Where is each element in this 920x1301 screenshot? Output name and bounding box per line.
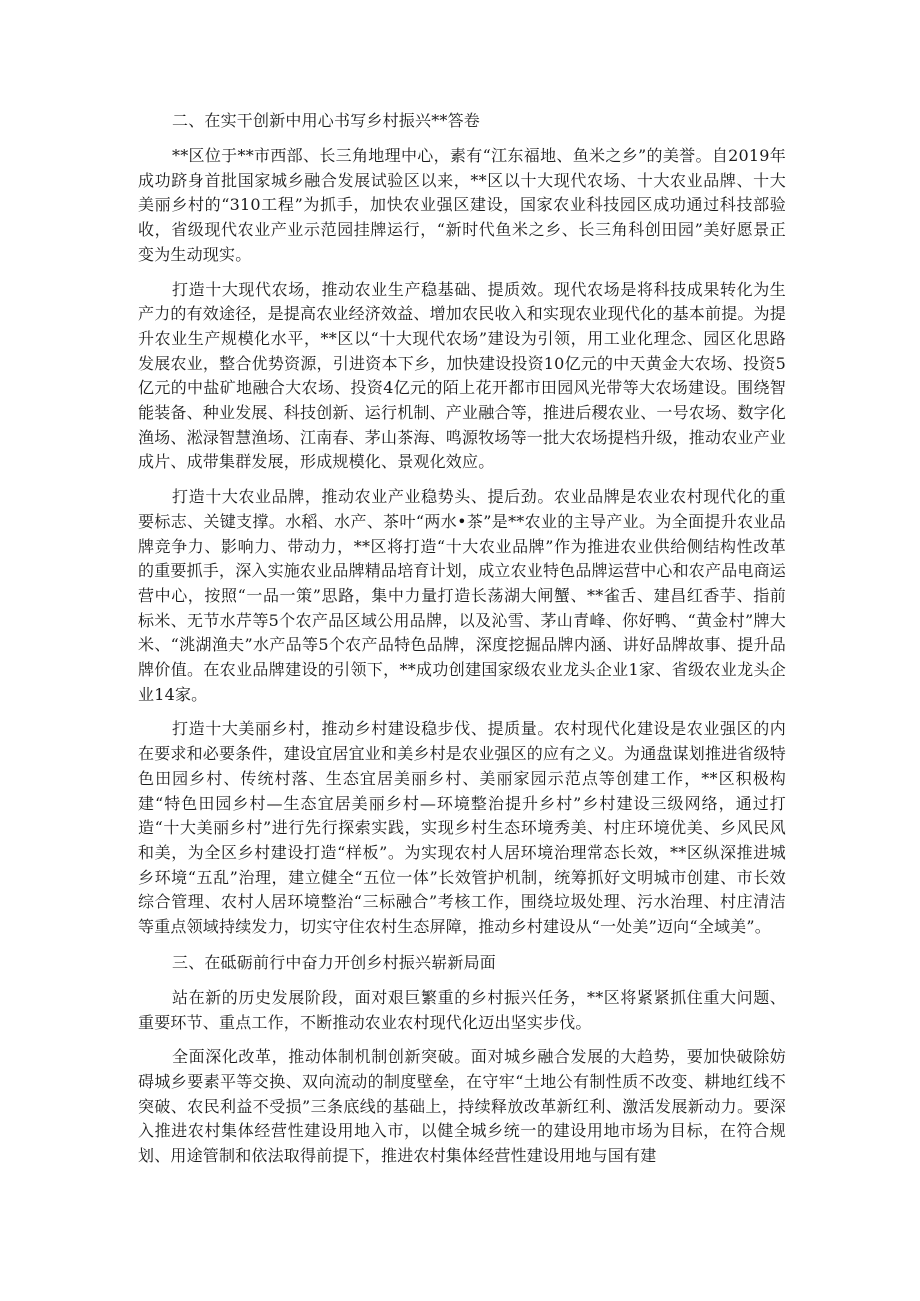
paragraph: 全面深化改革，推动体制机制创新突破。面对城乡融合发展的大趋势，要加快破除妨碍城乡要素平等交换、双向流动的制度壁垒，在守牢“土地公有制性质不改变、耕地红线不突破、农民利益不受损”三条底线的基础上，持续释放改革新红利、激活发展新动力。要深入推进农村集体经营性建设用地入市，以健全城乡统一的建设用地市场为目标，在符合规划、用途管制和依法取得前提下，推进农村集体经营性建设用地与国有建	[138, 1047, 786, 1166]
paragraph: 站在新的历史发展阶段，面对艰巨繁重的乡村振兴任务，**区将紧紧抓住重大问题、重要环节、重点工作，不断推动农业农村现代化迈出坚实步伐。	[138, 987, 786, 1032]
document-page	[138, 108, 786, 1179]
section-heading-2: 二、在实干创新中用心书写乡村振兴**答卷	[172, 111, 481, 130]
section-heading-3: 三、在砥砺前行中奋力开创乡村振兴崭新局面	[172, 952, 497, 972]
paragraph: 打造十大美丽乡村，推动乡村建设稳步伐、提质量。农村现代化建设是农业强区的内在要求和必要条件，建设宜居宜业和美乡村是农业强区的应有之义。为通盘谋划推进省级特色田园乡村、传统村落、生态宜居美丽乡村、美丽家园示范点等创建工作，**区积极构建“特色田园乡村—生态宜居美丽乡村—环境整治提升乡村”乡村建设三级网络，通过打造“十大美丽乡村”进行先行探索实践，实现乡村生态环境秀美、村庄环境优美、乡风民风和美，为全区乡村建设打造“样板”。为实现农村人居环境治理常态长效，**区纵深推进城乡环境“五乱”治理，建立健全“五位一体”长效管护机制，统筹抓好文明城市创建、市长效综合管理、农村人居环境整治“三标融合”考核工作，围绕垃圾处理、污水治理、村庄清洁等重点领域持续发力，切实守住农村生态屏障，推动乡村建设从“一处美”迈向“全域美”。	[138, 719, 787, 937]
paragraph: 打造十大现代农场，推动农业生产稳基础、提质效。现代农场是将科技成果转化为生产力的有效途径，是提高农业经济效益、增加农民收入和实现农业现代化的基本前提。为提升农业生产规模化水平，**区以“十大现代农场”建设为引领，用工业化理念、园区化思路发展农业，整合优势资源，引进资本下乡，加快建设投资10亿元的中天黄金大农场、投资5亿元的中盐矿地融合大农场、投资4亿元的陌上花开都市田园风光带等大农场建设。围绕智能装备、种业发展、科技创新、运行机制、产业融合等，推进后稷农业、一号农场、数字化渔场、淞渌智慧渔场、江南春、茅山茶海、鸣源牧场等一批大农场提档升级，推动农业产业成片、成带集群发展，形成规模化、景观化效应。	[138, 279, 787, 472]
paragraph: **区位于**市西部、长三角地理中心，素有“江东福地、鱼米之乡”的美誉。自2019年成功跻身首批国家城乡融合发展试验区以来，**区以十大现代农场、十大农业品牌、十大美丽乡村的“310工程”为抓手，加快农业强区建设，国家农业科技园区成功通过科技部验收，省级现代农业产业示范园挂牌运行，“新时代鱼米之乡、长三角科创田园”美好愿景正变为生动现实。	[138, 146, 786, 264]
paragraph: 打造十大农业品牌，推动农业产业稳势头、提后劲。农业品牌是农业农村现代化的重要标志、关键支撑。水稻、水产、茶叶“两水•茶”是**农业的主导产业。为全面提升农业品牌竞争力、影响力、带动力，**区将打造“十大农业品牌”作为推进农业供给侧结构性改革的重要抓手，深入实施农业品牌精品培育计划，成立农业特色品牌运营中心和农产品电商运营中心，按照“一品一策”思路，集中力量打造长荡湖大闸蟹、**雀舌、建昌红香芋、指前标米、无节水芹等5个农产品区域公用品牌，以及沁雪、茅山青峰、你好鸭、“黄金村”牌大米、“洮湖渔夫”水产品等5个农产品特色品牌，深度挖掘品牌内涵、讲好品牌故事、提升品牌价值。在农业品牌建设的引领下，**成功创建国家级农业龙头企业1家、省级农业龙头企业14家。	[138, 487, 787, 704]
